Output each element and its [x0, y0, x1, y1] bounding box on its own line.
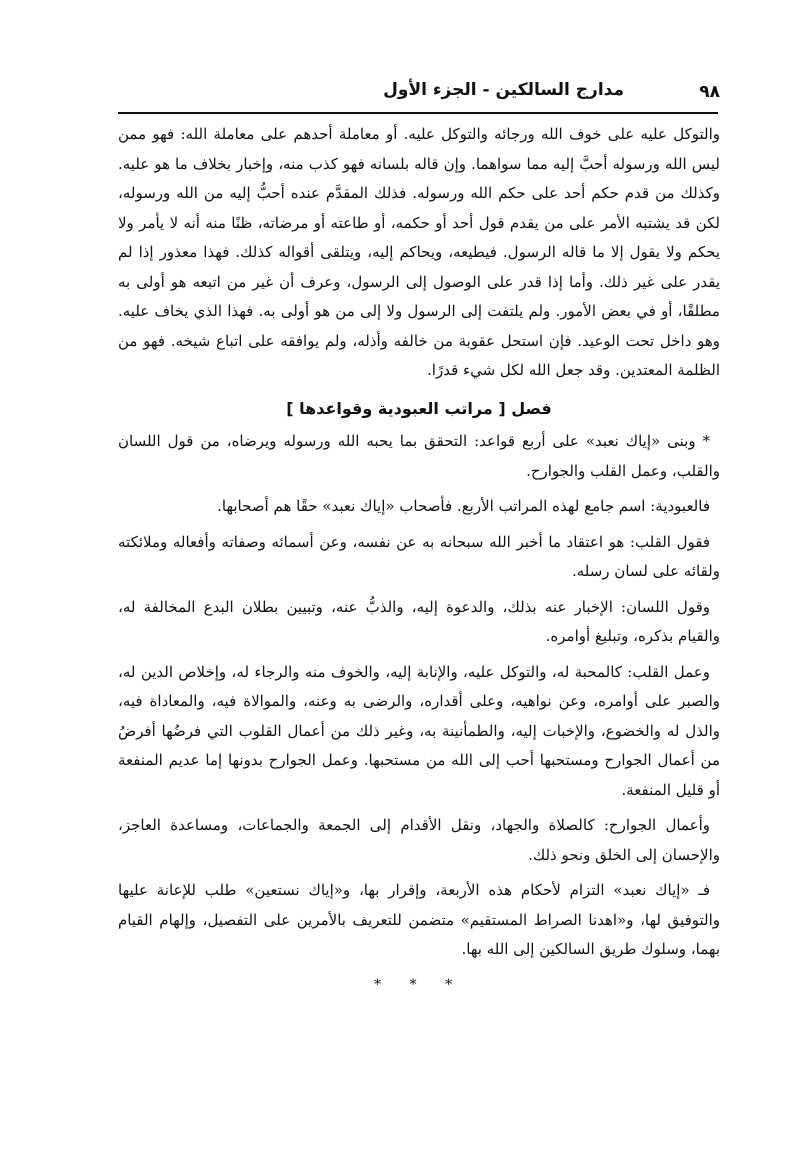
section-separator: * * * — [374, 976, 464, 993]
paragraph-tongue-speech: وقول اللسان: الإخبار عنه بذلك، والدعوة إليه، والذبُّ عنه، وتبيين بطلان البدع المخالفة له، والقيام بذكره، وتبليغ أوامره. — [118, 597, 720, 645]
section-heading: فصل [ مراتب العبودية وقواعدها ] — [286, 398, 552, 418]
running-title: مدارج السالكين - الجزء الأول — [383, 80, 624, 100]
intro-paragraph: والتوكل عليه على خوف الله ورجائه والتوكل عليه. أو معاملة أحدهم على معاملة الله: فهو ممن ليس الله ورسوله أحبَّ إليه مما سواهما. وإن قاله بلسانه فهو كذب منه، وإخبار بخلاف ما هو عليه. وكذلك من قدم حكم أحد على حكم الله ورسوله. فذلك المقدَّم عنده أحبُّ إليه من الله ورسوله، لكن قد يشتبه الأمر على من يقدم قول أحد أو حكمه، أو طاعته أو مرضاته، ظنًا منه أنه لا يأمر ولا يحكم ولا يقول إلا ما قاله الرسول. فيطيعه، ويحاكم إليه، ويتلقى أقواله كذلك. فهذا معذور إذا لم يقدر على غير ذلك. وأما إذا قدر على الوصول إلى الرسول، وعرف أن غير من اتبعه هو أولى به مطلقًا، أو في بعض الأمور. ولم يلتفت إلى الرسول ولا إلى من هو أولى به. فهذا الذي يخاف عليه. وهو داخل تحت الوعيد. فإن استحل عقوبة من خالفه وأذله، ولم يوافقه على اتباع شيخه. فهو من الظلمة المعتدين. وقد جعل الله لكل شيء قدرًا. — [118, 125, 720, 379]
paragraph-heart-speech: فقول القلب: هو اعتقاد ما أخبر الله سبحانه به عن نفسه، وعن أسمائه وصفاته وأفعاله وملائكته ولقائه على لسان رسله. — [118, 532, 720, 580]
header-divider — [118, 112, 718, 114]
paragraph-heart-action: وعمل القلب: كالمحبة له، والتوكل عليه، والإنابة إليه، والخوف منه والرجاء له، وإخلاص الدين له، والصبر على أوامره، وعن نواهيه، وعلى أقداره، والرضى به وعنه، والموالاة فيه، والمعاداة فيه، والذل له والخضوع، والإخبات إليه، والطمأنينة به، وغير ذلك من أعمال القلوب التي فرضُها أفرضُ من أعمال الجوارح ومستحبها أحب إلى الله من مستحبها. وعمل الجوارح بدونها إما عديم المنفعة أو قليل المنفعة. — [118, 662, 720, 799]
paragraph-foundations: * وبنى «إياك نعبد» على أربع قواعد: التحقق بما يحبه الله ورسوله ويرضاه، من قول اللسان والقلب، وعمل القلب والجوارح. — [118, 432, 720, 480]
page-body — [118, 120, 720, 1000]
paragraph-conclusion: فـ «إياك نعبد» التزام لأحكام هذه الأربعة، وإقرار بها، و«إياك نستعين» طلب للإعانة عليها والتوفيق لها، و«اهدنا الصراط المستقيم» متضمن للتعريف بالأمرين على التفصيل، وإلهام القيام بهما، وسلوك طريق السالكين إلى الله بها. — [118, 881, 721, 958]
page-number: ٩٨ — [699, 82, 720, 102]
paragraph-limb-action: وأعمال الجوارح: كالصلاة والجهاد، ونقل الأقدام إلى الجمعة والجماعات، ومساعدة العاجز، والإحسان إلى الخلق ونحو ذلك. — [118, 816, 720, 864]
page-header — [118, 78, 720, 106]
paragraph-worship-definition: فالعبودية: اسم جامع لهذه المراتب الأربع. فأصحاب «إياك نعبد» حقًا هم أصحابها. — [217, 497, 710, 515]
